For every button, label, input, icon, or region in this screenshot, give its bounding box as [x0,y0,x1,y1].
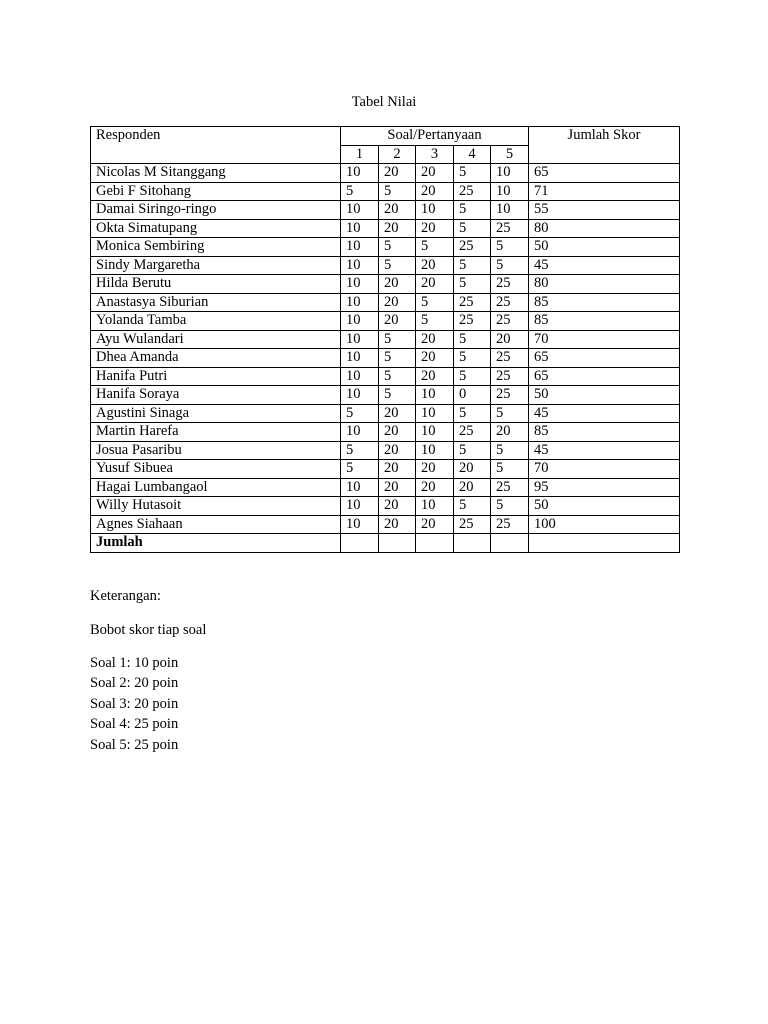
score-cell: 25 [491,478,529,497]
score-cell: 5 [454,404,491,423]
empty-cell [416,534,454,553]
score-cell: 5 [341,404,379,423]
score-cell: 20 [416,349,454,368]
table-row [91,219,680,238]
score-cell: 5 [454,164,491,183]
score-cell: 25 [454,182,491,201]
question-number: 2 [379,145,416,164]
table-row [91,441,680,460]
score-cell: 5 [454,441,491,460]
score-cell: 20 [379,275,416,294]
score-cell: 5 [454,349,491,368]
score-cell: 20 [416,515,454,534]
respondent-name: Ayu Wulandari [91,330,341,349]
total-score: 45 [529,404,680,423]
respondent-name: Hilda Berutu [91,275,341,294]
score-cell: 25 [454,423,491,442]
score-cell: 5 [454,256,491,275]
total-score: 85 [529,423,680,442]
table-row [91,349,680,368]
table-row [91,367,680,386]
score-cell: 10 [416,386,454,405]
question-number: 5 [491,145,529,164]
score-cell: 10 [341,423,379,442]
table-row [91,330,680,349]
score-cell: 10 [341,497,379,516]
score-cell: 10 [341,238,379,257]
table-row [91,275,680,294]
score-cell: 20 [379,460,416,479]
respondent-name: Nicolas M Sitanggang [91,164,341,183]
score-cell: 10 [341,478,379,497]
score-cell: 20 [454,460,491,479]
respondent-name: Hanifa Soraya [91,386,341,405]
score-cell: 20 [454,478,491,497]
score-cell: 5 [341,441,379,460]
respondent-name: Sindy Margaretha [91,256,341,275]
table-row [91,404,680,423]
score-cell: 20 [491,330,529,349]
score-cell: 25 [491,515,529,534]
weights-list [90,653,178,755]
total-score: 65 [529,349,680,368]
score-cell: 5 [454,275,491,294]
respondent-name: Hagai Lumbangaol [91,478,341,497]
score-cell: 5 [416,312,454,331]
question-number: 4 [454,145,491,164]
total-score: 70 [529,330,680,349]
header-row [91,127,680,146]
total-score: 65 [529,367,680,386]
score-cell: 20 [379,219,416,238]
respondent-name: Damai Siringo-ringo [91,201,341,220]
score-cell: 20 [416,219,454,238]
total-score: 50 [529,386,680,405]
score-cell: 5 [341,182,379,201]
score-cell: 25 [454,312,491,331]
weight-item: Soal 5: 25 poin [90,736,179,753]
score-cell: 5 [454,201,491,220]
score-cell: 5 [379,330,416,349]
question-number: 3 [416,145,454,164]
table-row [91,515,680,534]
total-score: 80 [529,275,680,294]
total-score: 55 [529,201,680,220]
score-cell: 10 [416,201,454,220]
respondent-name: Josua Pasaribu [91,441,341,460]
score-cell: 20 [416,182,454,201]
score-cell: 20 [379,201,416,220]
empty-cell [379,534,416,553]
table-row [91,312,680,331]
respondent-name: Martin Harefa [91,423,341,442]
weight-item: Soal 2: 20 poin [90,675,179,692]
total-score: 50 [529,497,680,516]
score-cell: 25 [491,275,529,294]
respondent-name: Dhea Amanda [91,349,341,368]
score-cell: 5 [454,219,491,238]
score-cell: 25 [491,349,529,368]
score-cell: 20 [416,275,454,294]
score-cell: 10 [341,201,379,220]
score-cell: 10 [341,367,379,386]
score-cell: 25 [491,386,529,405]
score-cell: 20 [379,441,416,460]
score-cell: 20 [491,423,529,442]
total-score: 45 [529,256,680,275]
score-cell: 20 [379,515,416,534]
score-cell: 5 [491,497,529,516]
score-cell: 20 [416,460,454,479]
empty-cell [529,534,680,553]
respondent-name: Okta Simatupang [91,219,341,238]
table-row [91,293,680,312]
empty-cell [454,534,491,553]
score-cell: 10 [341,275,379,294]
document-title: Tabel Nilai [351,94,417,110]
score-cell: 5 [379,367,416,386]
total-score: 45 [529,441,680,460]
total-score: 95 [529,478,680,497]
score-cell: 5 [379,256,416,275]
score-cell: 10 [416,497,454,516]
score-cell: 5 [416,238,454,257]
score-cell: 20 [416,367,454,386]
weight-item: Soal 3: 20 poin [90,695,179,712]
table-row [91,386,680,405]
table-row [91,201,680,220]
table-row [91,423,680,442]
table-row [91,460,680,479]
empty-cell [491,534,529,553]
score-cell: 5 [454,367,491,386]
score-cell: 20 [379,164,416,183]
score-cell: 25 [491,293,529,312]
total-score: 50 [529,238,680,257]
score-cell: 25 [491,312,529,331]
respondent-name: Gebi F Sitohang [91,182,341,201]
footer-row [91,534,680,553]
weight-item: Soal 1: 10 poin [90,655,179,671]
score-cell: 25 [491,367,529,386]
score-cell: 5 [454,330,491,349]
score-cell: 10 [341,515,379,534]
score-cell: 10 [416,404,454,423]
table-row [91,256,680,275]
score-cell: 25 [454,515,491,534]
score-cell: 5 [454,497,491,516]
table-row [91,238,680,257]
score-table-body [91,127,680,553]
respondent-name: Monica Sembiring [91,238,341,257]
score-cell: 0 [454,386,491,405]
score-cell: 5 [491,238,529,257]
question-number: 1 [341,145,379,164]
footer-label: Jumlah [91,534,341,553]
score-cell: 20 [416,256,454,275]
score-cell: 5 [491,441,529,460]
total-score: 85 [529,293,680,312]
weight-item: Soal 4: 25 poin [90,716,179,733]
score-cell: 25 [454,293,491,312]
score-cell: 10 [341,293,379,312]
score-cell: 5 [341,460,379,479]
score-cell: 10 [491,201,529,220]
score-cell: 20 [416,164,454,183]
score-table [90,126,680,553]
score-cell: 20 [379,497,416,516]
score-cell: 5 [491,256,529,275]
header-soal: Soal/Pertanyaan [341,127,529,146]
empty-cell [341,534,379,553]
score-cell: 10 [341,256,379,275]
table-row [91,182,680,201]
total-score: 85 [529,312,680,331]
score-cell: 10 [491,182,529,201]
weights-heading: Bobot skor tiap soal [90,622,207,638]
total-score: 100 [529,515,680,534]
score-cell: 10 [491,164,529,183]
score-cell: 10 [341,330,379,349]
respondent-name: Agustini Sinaga [91,404,341,423]
respondent-name: Yolanda Tamba [91,312,341,331]
score-cell: 25 [491,219,529,238]
score-cell: 20 [379,423,416,442]
table-row [91,497,680,516]
score-cell: 10 [341,312,379,331]
header-jumlah-skor: Jumlah Skor [529,127,680,164]
score-cell: 5 [379,182,416,201]
score-cell: 20 [379,312,416,331]
total-score: 70 [529,460,680,479]
score-cell: 10 [341,219,379,238]
score-cell: 5 [379,386,416,405]
score-cell: 25 [454,238,491,257]
total-score: 80 [529,219,680,238]
score-cell: 10 [416,441,454,460]
respondent-name: Hanifa Putri [91,367,341,386]
score-cell: 10 [341,164,379,183]
header-responden: Responden [91,127,341,164]
respondent-name: Agnes Siahaan [91,515,341,534]
score-cell: 20 [379,404,416,423]
total-score: 71 [529,182,680,201]
respondent-name: Anastasya Siburian [91,293,341,312]
score-cell: 20 [379,293,416,312]
score-cell: 5 [491,460,529,479]
score-cell: 5 [416,293,454,312]
score-cell: 5 [491,404,529,423]
score-cell: 20 [416,478,454,497]
score-cell: 20 [379,478,416,497]
respondent-name: Willy Hutasoit [91,497,341,516]
table-row [91,164,680,183]
total-score: 65 [529,164,680,183]
score-cell: 10 [416,423,454,442]
score-cell: 5 [379,349,416,368]
score-cell: 20 [416,330,454,349]
score-cell: 10 [341,386,379,405]
notes-heading: Keterangan: [90,588,161,604]
respondent-name: Yusuf Sibuea [91,460,341,479]
score-cell: 5 [379,238,416,257]
score-cell: 10 [341,349,379,368]
table-row [91,478,680,497]
